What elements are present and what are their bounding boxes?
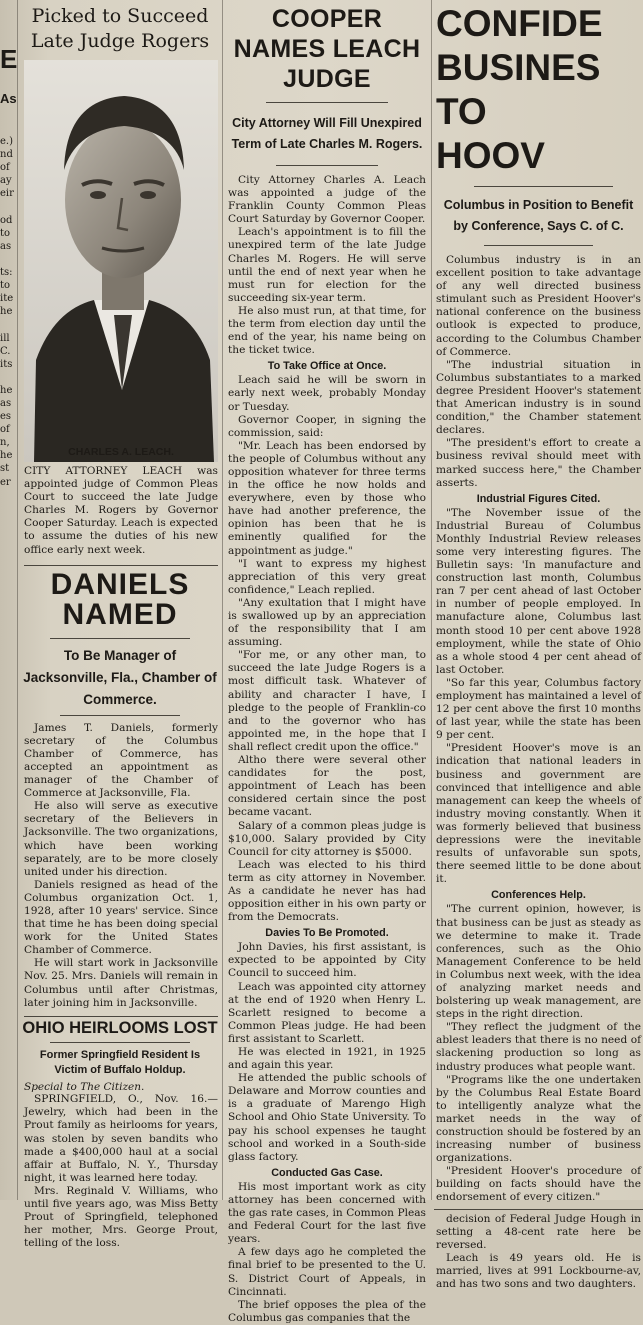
article-paragraph: decision of Federal Judge Hough in setting a 48-cent rate here be reversed.	[436, 1212, 641, 1251]
left-edge-line-fragment: he	[0, 306, 13, 318]
subhead-davies-promoted: Davies To Be Promoted.	[265, 927, 389, 940]
heirlooms-subhead: Former Springfield Resident Is Victim of Buffalo Holdup.	[39, 1049, 201, 1077]
left-edge-line-fragment: es	[0, 411, 12, 423]
article-paragraph: He also will serve as executive secretary of the Believers in Jacksonville. The two organizations, which have been working separately, are to be more closely united under his direction.	[24, 800, 218, 878]
confidence-body-part-3	[436, 903, 641, 1204]
leach-continuation-body	[436, 1213, 641, 1292]
article-paragraph: Leach said he will be sworn in early next week, probably Monday or Tuesday.	[228, 374, 426, 413]
left-edge-fragment-column	[0, 0, 18, 1200]
article-paragraph: "President Hoover's move is an indication that national leaders in business and government are convinced that intelligence and able management can keep the wheels of industry moving constantly. When it was formerly believed that business depressions were the inevitable results of unfavorable sun spots, there seemed little to be done about it.	[436, 742, 641, 886]
left-edge-line-fragment	[0, 253, 15, 266]
left-edge-line-fragment: he	[0, 450, 13, 462]
article-paragraph: City Attorney Charles A. Leach was appointed a judge of the Franklin County Common Pleas Court Saturday by Governor Cooper.	[228, 174, 426, 226]
article-paragraph: "The current opinion, however, is that business can be just as steady as we determine to make it. Trade conferences, such as the Ohio Management Conference to be held in Columbus next week, with the idea of analyzing market needs and bolstering up weak management, are steps in the right direction.	[436, 903, 641, 1021]
article-paragraph: "So far this year, Columbus factory employment has maintained a level of 12 per cent above the first 10 months of last year, while the state has been 9 per cent.	[436, 676, 641, 742]
article-paragraph: A few days ago he completed the final brief to be presented to the U. S. District Court of Appeals, in Cincinnati.	[228, 1246, 426, 1298]
article-paragraph: He was elected in 1921, in 1925 and again this year.	[228, 1046, 426, 1072]
separator	[50, 638, 190, 639]
article-paragraph: "Any exultation that I might have is swallowed up by an appreciation of the responsibility that I am assuming.	[228, 596, 426, 649]
subhead-industrial-figures: Industrial Figures Cited.	[476, 492, 601, 505]
separator	[276, 165, 378, 166]
separator	[24, 565, 218, 566]
article-paragraph: Columbus industry is in an excellent position to take advantage of any well directed business stimulant such as President Hoover's national conference on the business outlook is expected to produce, according to the Columbus Chamber of Commerce.	[436, 254, 641, 358]
article-paragraph: "Mr. Leach has been endorsed by the people of Columbus without any opposition whatever for three terms in the office he now holds and everywhere, even by those who have had another preference, the opinion has been that he is eminently qualified for the appointment as judge."	[228, 439, 426, 557]
photo-headline: Picked to Succeed Late Judge Rogers	[30, 5, 210, 52]
left-edge-line-fragment: as	[0, 397, 12, 409]
article-paragraph: Leach is 49 years old. He is married, lives at 991 Lockbourne-av, and has two sons and two daughters.	[436, 1251, 641, 1291]
photo-caption-name: CHARLES A. LEACH.	[68, 446, 174, 458]
left-edge-line-fragment: od	[0, 214, 13, 226]
article-paragraph: Leach's appointment is to fill the unexpired term of the late Judge Charles M. Rogers. He will serve until the end of next year when he must run for election for the succeeding six-year term.	[228, 226, 426, 304]
cooper-body-part-2	[228, 374, 426, 924]
confidence-body-part-2	[436, 507, 641, 887]
left-edge-line-fragment: st	[0, 463, 10, 475]
cooper-subhead: City Attorney Will Fill Unexpired Term of Late Charles M. Rogers.	[231, 116, 423, 151]
left-edge-line-fragment: its	[0, 358, 13, 370]
cooper-body-part-4	[228, 1181, 426, 1325]
left-edge-line-fragment: ill	[0, 332, 10, 344]
left-edge-line-fragments	[0, 135, 15, 528]
column-2	[226, 0, 428, 1324]
article-paragraph: "The president's effort to create a business revival should meet with marked success here," the Chamber asserts.	[436, 437, 641, 489]
article-paragraph: John Davies, his first assistant, is expected to be appointed by City Council to succeed him.	[228, 941, 426, 980]
article-paragraph: Leach was appointed city attorney at the end of 1920 when Henry L. Scarlett resigned to become a Common Pleas judge. He had been first assistant to Scarlett.	[228, 980, 426, 1045]
left-edge-line-fragment: he	[0, 384, 13, 396]
column-3	[434, 0, 643, 1291]
heirlooms-headline: OHIO HEIRLOOMS LOST	[22, 1018, 218, 1037]
confidence-body-part-1	[436, 254, 641, 490]
portrait-photo	[24, 60, 218, 462]
article-paragraph: "For me, or any other man, to succeed the late Judge Rogers is a most difficult task. Whatever of ability and character I have, I pledge to the people of Franklin-co and to the governor who has appointed me, in the hope that I shall reflect credit upon the office."	[228, 649, 426, 753]
article-paragraph: He will start work in Jacksonville Nov. 25. Mrs. Daniels will remain in Columbus until after Christmas, later joining him in Jacksonville.	[24, 957, 218, 1009]
left-edge-line-fragment	[0, 318, 15, 331]
article-paragraph: The brief opposes the plea of the Columbus gas companies that the	[228, 1298, 426, 1324]
subhead-conferences-help: Conferences Help.	[491, 889, 586, 902]
left-edge-line-fragment: n,	[0, 437, 10, 449]
article-paragraph: Salary of a common pleas judge is $10,000. Salary provided by City Council for city attorney is $5000.	[228, 819, 426, 858]
left-edge-line-fragment: er	[0, 476, 11, 488]
photo-caption-text: CITY ATTORNEY LEACH was appointed judge of Common Pleas Court to succeed the late Judge Charles M. Rogers by Governor Cooper Saturday. Leach is expected to assume the duties of his new office early next week.	[24, 465, 218, 556]
left-edge-line-fragment: as	[0, 240, 12, 252]
left-edge-line-fragment: C.	[0, 345, 11, 357]
daniels-subhead: To Be Manager of Jacksonville, Fla., Chamber of Commerce.	[23, 647, 217, 707]
daniels-article-body	[24, 722, 218, 1010]
article-paragraph: James T. Daniels, formerly secretary of the Columbus Chamber of Commerce, has accepted an appointment as manager of the Chamber of Commerce at Jacksonville, Fla.	[24, 721, 218, 800]
left-edge-line-fragment: to	[0, 280, 11, 292]
article-paragraph: "Programs like the one undertaken by the Columbus Real Estate Board to intelligently analyze what the market needs in the way of construction should be fostered by an increasing number of business organizations.	[436, 1073, 641, 1165]
article-paragraph: "The industrial situation in Columbus substantiates to a marked degree President Hoover's statement that American industry is in sound condition," the Chamber statement declares.	[436, 358, 641, 437]
column-1	[20, 0, 220, 1250]
article-paragraph: Mrs. Reginald V. Williams, who until five years ago, was Miss Betty Prout of Springfield, telephoned her mother, Mrs. George Prout, telling of the loss.	[24, 1184, 218, 1250]
left-edge-line-fragment	[0, 489, 15, 502]
left-edge-line-fragment	[0, 201, 15, 214]
subhead-take-office: To Take Office at Once.	[267, 360, 387, 373]
portrait-image	[24, 60, 218, 462]
left-edge-line-fragment: to	[0, 227, 11, 239]
article-paragraph: Altho there were several other candidates for the post, appointment of Leach has been considered certain since the post became vacant.	[228, 754, 426, 819]
confidence-subhead: Columbus in Position to Benefit by Conference, Says C. of C.	[443, 198, 634, 233]
left-edge-line-fragment	[0, 371, 15, 384]
confidence-headline: CONFIDE BUSINES TO HOOV	[436, 3, 603, 176]
left-edge-line-fragment: ts:	[0, 267, 13, 279]
article-paragraph: His most important work as city attorney has been concerned with the gas rate cases, in Common Pleas and Federal Court for the last five years.	[228, 1180, 426, 1246]
separator	[60, 715, 180, 716]
left-edge-line-fragment: ite	[0, 293, 14, 305]
separator	[50, 1042, 190, 1043]
article-paragraph: "They reflect the judgment of the ablest leaders that there is no need of slackening production so long as industry produces what people want.	[436, 1021, 641, 1073]
left-edge-line-fragment	[0, 515, 15, 528]
subhead-gas-case: Conducted Gas Case.	[271, 1166, 383, 1179]
article-paragraph: "The November issue of the Industrial Bureau of Columbus Monthly Industrial Review releases some very interesting figures. The Bulletin says: 'In manufacture and construction last month, Columbus ran 7 per cent ahead of last October in number of people employed. In manufacture alone, Columbus last month stood 10 per cent above 1928 employment, while the state of Ohio as a whole stood 4 per cent ahead of last October.	[436, 506, 641, 676]
left-edge-line-fragment: e.)	[0, 136, 13, 148]
left-edge-subhead-fragment: As	[0, 91, 17, 106]
cooper-body-part-3	[228, 941, 426, 1164]
separator	[474, 186, 613, 187]
column-rule	[222, 0, 223, 1200]
left-edge-line-fragment: eir	[0, 188, 14, 200]
article-paragraph: "I want to express my highest appreciation of this very great confidence," Leach replied.	[228, 557, 426, 596]
column-rule	[431, 0, 432, 1200]
article-paragraph: Daniels resigned as head of the Columbus organization Oct. 1, 1928, after 10 years' service. Since that time he has been doing special work for the United States Chamber of Commerce.	[24, 878, 218, 957]
left-edge-line-fragment: of	[0, 162, 10, 174]
daniels-headline: DANIELS NAMED	[50, 567, 190, 631]
cooper-body-part-1	[228, 174, 426, 357]
heirlooms-article-body	[24, 1093, 218, 1250]
article-paragraph: Leach was elected to his third term as city attorney in November. As a candidate he never has had opposition either in his own party or from the Democrats.	[228, 858, 426, 924]
left-edge-line-fragment: ay	[0, 175, 12, 187]
left-edge-headline-letter: E	[0, 44, 18, 74]
column-rule	[17, 0, 18, 1200]
cooper-headline: COOPER NAMES LEACH JUDGE	[233, 5, 421, 93]
separator	[484, 245, 593, 246]
article-paragraph: Governor Cooper, in signing the commission, said:	[228, 413, 426, 439]
separator	[24, 1016, 218, 1017]
article-paragraph: SPRINGFIELD, O., Nov. 16.—Jewelry, which had been in the Prout family as heirlooms for years, was stolen by seven bandits who made a $400,000 haul at a social affair at Buffalo, N. Y., Thursday night, it was learned here today.	[24, 1093, 218, 1184]
left-edge-line-fragment: nd	[0, 149, 13, 161]
left-edge-line-fragment	[0, 502, 15, 515]
article-paragraph: He attended the public schools of Delaware and Morrow counties and is a graduate of Marengo High School and Ohio State University. To pay his school expenses he taught school and worked in a South-side glass factory.	[228, 1072, 426, 1163]
article-paragraph: He also must run, at that time, for the term from election day until the end of the year, his name being on the ticket twice.	[228, 304, 426, 357]
heirlooms-dateline: Special to The Citizen.	[24, 1081, 145, 1094]
article-paragraph: "President Hoover's procedure of building on facts should have the endorsement of every citizen."	[436, 1165, 641, 1204]
left-edge-line-fragment: of	[0, 424, 10, 436]
separator	[434, 1209, 643, 1210]
separator	[266, 102, 388, 103]
